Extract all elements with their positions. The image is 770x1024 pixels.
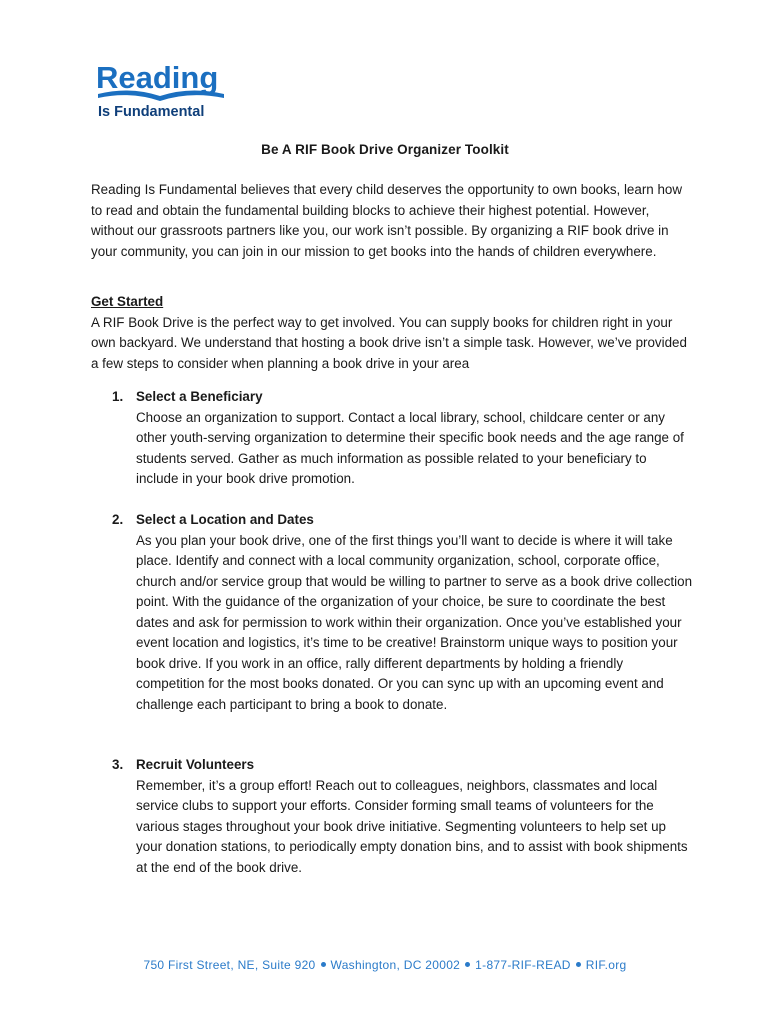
logo-reading-text: Reading: [96, 60, 219, 95]
bullet-icon: [465, 962, 470, 967]
get-started-heading: Get Started: [91, 294, 164, 309]
step-number: 2.: [112, 512, 124, 527]
step-title: Select a Location and Dates: [136, 512, 314, 527]
step-title: Select a Beneficiary: [136, 389, 263, 404]
get-started-section: [91, 292, 691, 374]
step-number: 1.: [112, 389, 124, 404]
step-text: As you plan your book drive, one of the first things you’ll want to decide is where it will take place. Identify and connect with a local community organization, school, corporate office, church and/or service group that would be willing to partner to serve as a book drive collection point. With the guidance of the organization of your choice, be sure to coordinate the best dates and ask for permission to work within their organization. Once you’ve established your event location and logistics, it’s time to be creative! Brainstorm unique ways to position your book drive. If you work in an office, rally different departments by holding a friendly competition for the most books donated. Or you can sync up with an upcoming event and challenge each participant to bring a book to donate.: [136, 532, 693, 712]
bullet-icon: [321, 962, 326, 967]
step-item: [112, 755, 692, 878]
footer-website-link[interactable]: RIF.org: [585, 958, 627, 972]
footer-city: Washington, DC 20002: [330, 958, 461, 972]
step-number: 3.: [112, 757, 124, 772]
get-started-text: A RIF Book Drive is the perfect way to get involved. You can supply books for children right in your own backyard. We understand that hosting a book drive isn’t a simple task. However, we’ve provided a few steps to consider when planning a book drive in your area: [91, 314, 687, 371]
step-text: Remember, it’s a group effort! Reach out to colleagues, neighbors, classmates and local service clubs to support your efforts. Consider forming small teams of volunteers for the various stages throughout your book drive initiative. Segmenting volunteers to help set up your donation stations, to periodically empty donation bins, and to assist with book shipments at the end of the book drive.: [136, 777, 688, 875]
step-item: [112, 387, 692, 490]
rif-logo: [94, 56, 234, 122]
footer-phone[interactable]: 1-877-RIF-READ: [475, 958, 571, 972]
document-title: Be A RIF Book Drive Organizer Toolkit: [261, 142, 509, 157]
footer-address: 750 First Street, NE, Suite 920: [143, 958, 316, 972]
intro-paragraph: Reading Is Fundamental believes that every child deserves the opportunity to own books, learn how to read and obtain the fundamental building blocks to achieve their highest potential. However, without our grassroots partners like you, our work isn’t possible. By organizing a RIF book drive in your community, you can join in our mission to get books into the hands of children everywhere.: [91, 182, 683, 259]
step-title: Recruit Volunteers: [136, 757, 255, 772]
step-item: [112, 510, 692, 715]
step-text: Choose an organization to support. Contact a local library, school, childcare center or any other youth-serving organization to determine their specific book needs and the age range of students served. Gather as much information as possible related to your beneficiary to include in your book drive promotion.: [136, 409, 684, 486]
logo-tagline-text: Is Fundamental: [98, 104, 205, 120]
bullet-icon: [576, 962, 581, 967]
footer-contact: [0, 958, 770, 972]
